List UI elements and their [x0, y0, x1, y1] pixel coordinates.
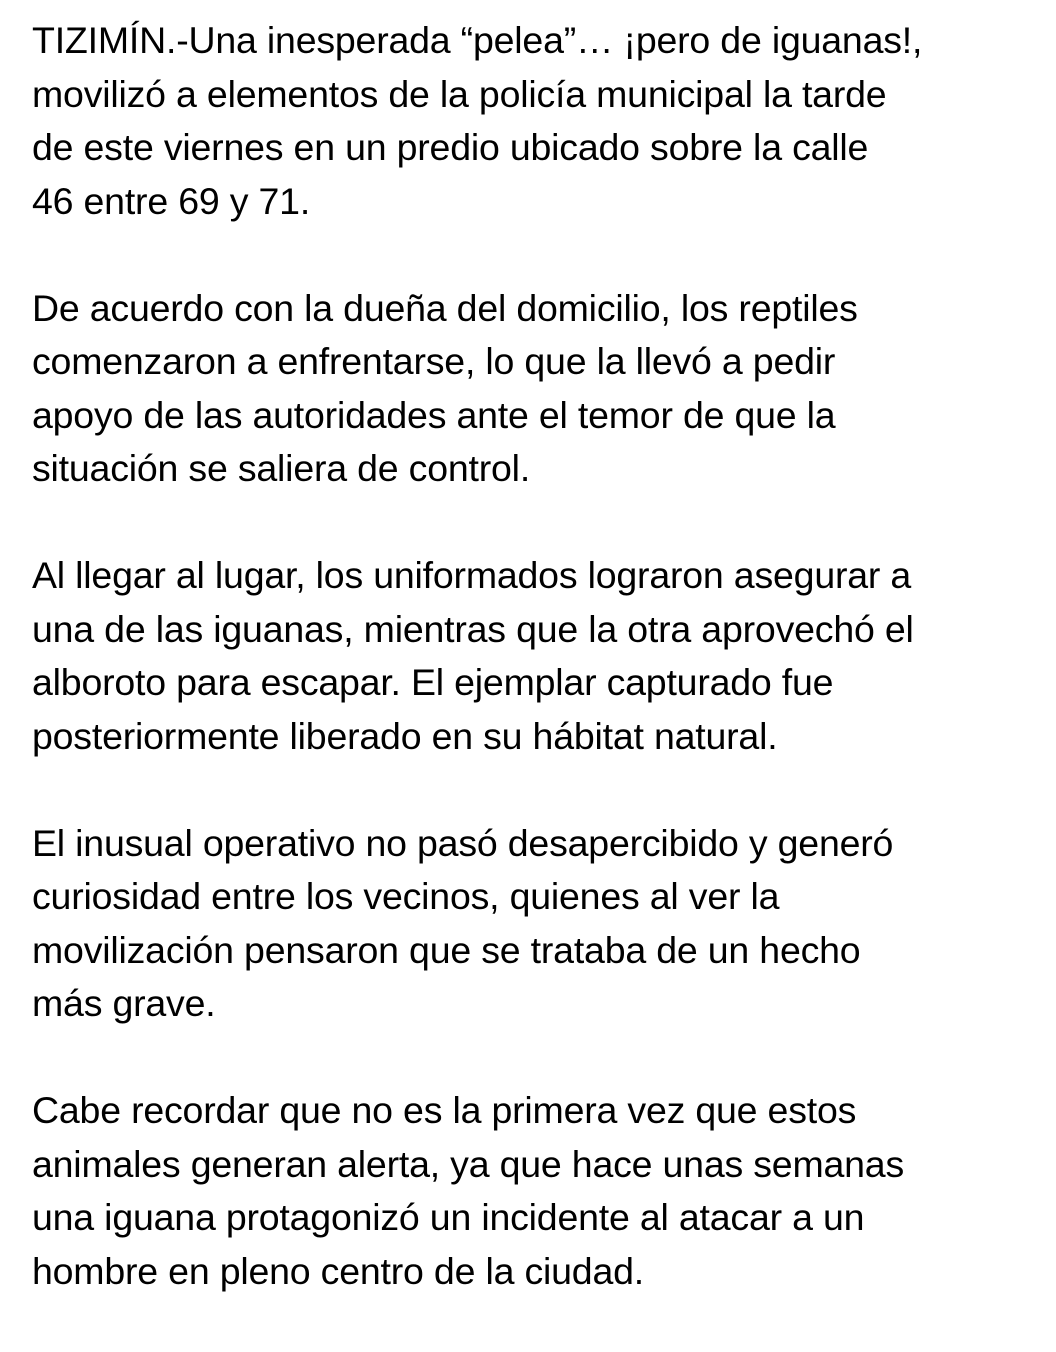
text-line: posteriormente liberado en su hábitat natural. — [32, 714, 778, 757]
text-line: de este viernes en un predio ubicado sobre la calle — [32, 126, 869, 168]
text-line: Cabe recordar que no es la primera vez que estos — [32, 1089, 857, 1131]
text-line: una iguana protagonizó un incidente al atacar a un — [32, 1196, 865, 1238]
text-line: situación se saliera de control. — [32, 447, 531, 489]
article-body — [32, 14, 1032, 1352]
paragraph-2 — [32, 282, 1032, 496]
text-line: más grave. — [32, 982, 216, 1024]
paragraph-5 — [32, 1084, 1032, 1298]
text-line: animales generan alerta, ya que hace unas semanas — [32, 1142, 905, 1185]
text-line: hombre en pleno centro de la ciudad. — [32, 1249, 644, 1292]
paragraph-4 — [32, 817, 1032, 1031]
paragraph-1 — [32, 14, 1032, 228]
text-line: curiosidad entre los vecinos, quienes al ver la — [32, 875, 780, 917]
text-line: movilizó a elementos de la policía municipal la tarde — [32, 72, 887, 115]
text-line: TIZIMÍN.-Una inesperada “pelea”… ¡pero de iguanas!, — [32, 19, 923, 61]
text-line: alboroto para escapar. El ejemplar capturado fue — [32, 661, 834, 703]
text-line: 46 entre 69 y 71. — [32, 179, 311, 222]
text-line: El inusual operativo no pasó desapercibido y generó — [32, 821, 894, 864]
text-line: Al llegar al lugar, los uniformados lograron asegurar a — [32, 554, 912, 596]
text-line: comenzaron a enfrentarse, lo que la llevó a pedir — [32, 340, 836, 382]
text-line: una de las iguanas, mientras que la otra aprovechó el — [32, 607, 914, 650]
paragraph-3 — [32, 549, 1032, 763]
text-line: apoyo de las autoridades ante el temor de que la — [32, 393, 836, 436]
text-line: De acuerdo con la dueña del domicilio, los reptiles — [32, 286, 858, 329]
text-line: movilización pensaron que se trataba de un hecho — [32, 928, 861, 971]
